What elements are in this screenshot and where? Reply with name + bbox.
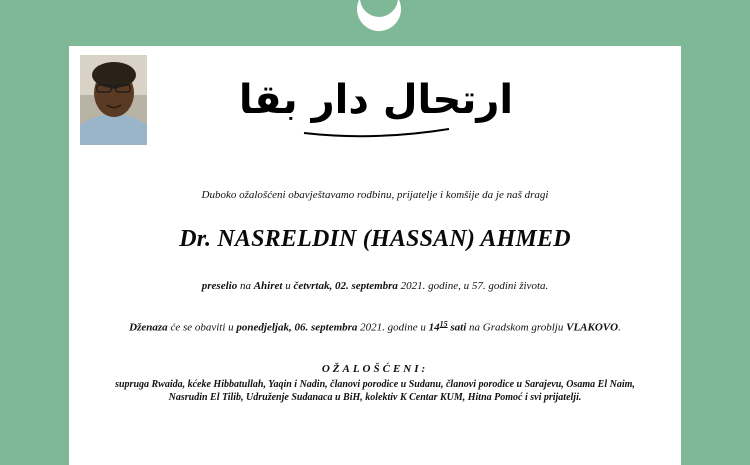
- mourners-line: supruga Rwaida, kćeke Hibbatullah, Yaqin i Nadin, članovi porodice u Sudanu, članovi porodice u Sarajevu, Osama El Naim,: [115, 379, 635, 390]
- crescent-moon-icon: [346, 0, 406, 36]
- portrait-photo: [80, 55, 147, 145]
- svg-text:ارتحال دار بقا: ارتحال دار بقا: [238, 77, 514, 123]
- deceased-name: Dr. NASRELDIN (HASSAN) AHMED: [179, 226, 571, 252]
- intro-text: Duboko ožalošćeni obavještavamo rodbinu, prijatelje i komšije da je naš dragi: [201, 189, 549, 201]
- mourners-list: [79, 378, 671, 404]
- arabic-calligraphy: [238, 61, 514, 141]
- obituary-card: [69, 46, 681, 465]
- mourners-line: Nasrudin El Tilib, Udruženje Sudanaca u BiH, kolektiv K Centar KUM, Hitna Pomoć i svi prijatelji.: [168, 392, 582, 403]
- mourners-heading: OŽALOŠĆENI:: [321, 363, 429, 375]
- funeral-announcement: Dženaza će se obaviti u ponedjeljak, 06. septembra 2021. godine u $14^{15}$ sati na Gradskom groblju VLAKOVO.: [129, 319, 621, 334]
- death-announcement: preselio na Ahiret u četvrtak, 02. septembra 2021. godine, u 57. godini života.: [201, 280, 549, 292]
